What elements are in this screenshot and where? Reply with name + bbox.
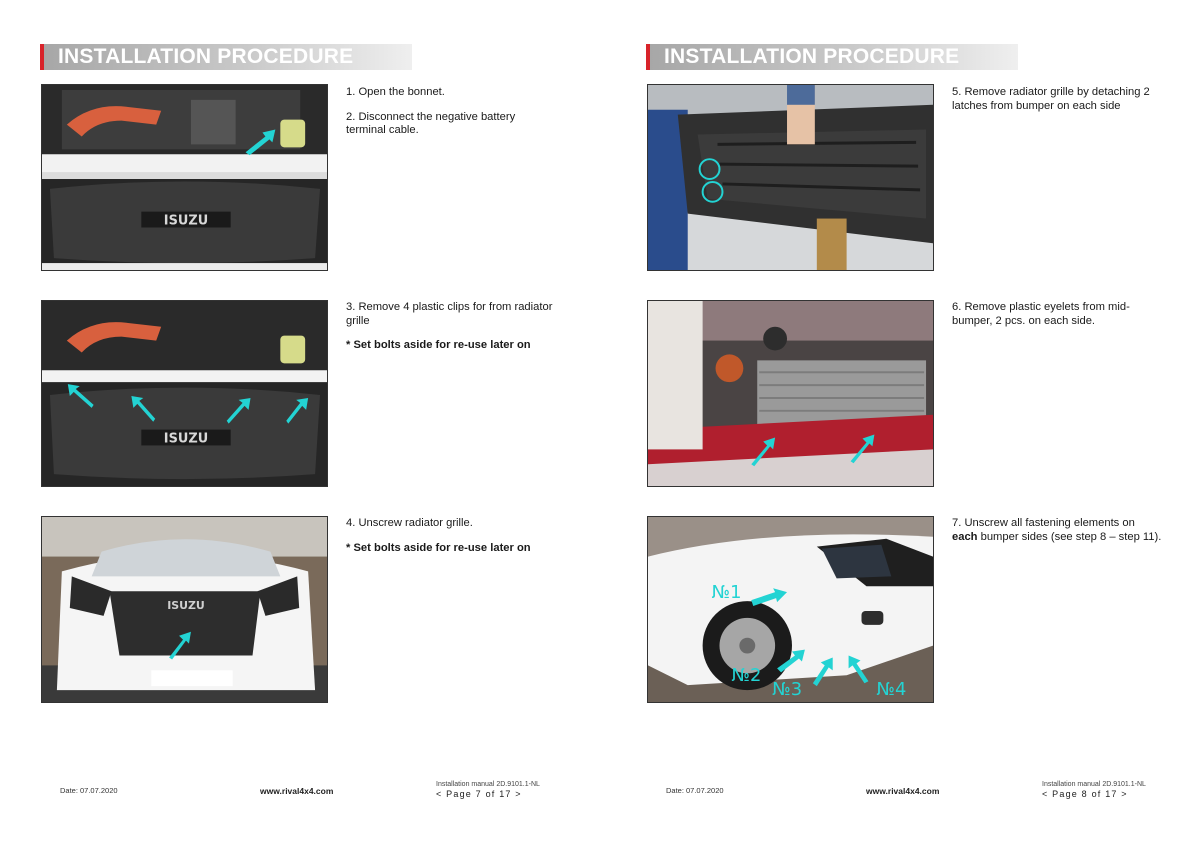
photo-plastic-eyelets: [647, 300, 934, 487]
photo-unscrew-grille: [41, 516, 328, 703]
isuzu-badge-text: ISUZU: [163, 431, 209, 447]
step-line: 5. Remove radiator grille by detaching 2 latches from bumper on each side: [952, 86, 1150, 112]
footer-website-link[interactable]: www.rival4x4.com: [260, 786, 334, 796]
step-4-text: [346, 517, 556, 566]
section-header: [646, 44, 1018, 70]
fastener-label: №2: [731, 665, 762, 687]
step-3-text: [346, 301, 556, 364]
step-text-part: 7. Unscrew all fastening elements on: [952, 517, 1135, 529]
step-text-part: bumper sides (see step 8 – step 11).: [977, 530, 1162, 543]
footer-page-number: < Page 8 of 17 >: [1042, 789, 1128, 799]
footer-page-number: < Page 7 of 17 >: [436, 789, 522, 799]
photo-open-bonnet: [41, 84, 328, 271]
step-note: * Set bolts aside for re-use later on: [346, 339, 531, 351]
step-line: 3. Remove 4 plastic clips for from radiator grille: [346, 301, 553, 327]
step-line: 1. Open the bonnet.: [346, 86, 445, 98]
step-text-emphasis: each: [952, 530, 978, 543]
footer-website-link[interactable]: www.rival4x4.com: [866, 786, 940, 796]
section-title: INSTALLATION PROCEDURE: [664, 45, 960, 68]
photo-plastic-clips: [41, 300, 328, 487]
isuzu-badge-text: ISUZU: [163, 213, 209, 229]
manual-page-8: [606, 0, 1200, 848]
footer-manual-id: Installation manual 2D.9101.1-NL: [436, 781, 540, 788]
step-line: 2. Disconnect the negative battery terminal cable.: [346, 110, 516, 136]
fastener-label: №3: [772, 679, 803, 701]
footer-date: Date: 07.07.2020: [666, 786, 724, 795]
isuzu-badge-text: ISUZU: [167, 599, 205, 612]
step-line: [952, 517, 1162, 544]
section-title: INSTALLATION PROCEDURE: [58, 45, 354, 68]
fastener-label: №4: [876, 679, 907, 701]
footer-date: Date: 07.07.2020: [60, 786, 118, 795]
step-7-text: [952, 517, 1162, 555]
step-1-2-text: [346, 86, 556, 149]
photo-bumper-fasteners: [647, 516, 934, 703]
step-6-text: [952, 301, 1162, 339]
section-header: [40, 44, 412, 70]
step-5-text: [952, 86, 1162, 124]
fastener-label: №1: [711, 582, 742, 604]
footer-manual-id: Installation manual 2D.9101.1-NL: [1042, 781, 1146, 788]
step-line: 4. Unscrew radiator grille.: [346, 517, 473, 529]
step-note: * Set bolts aside for re-use later on: [346, 541, 531, 554]
step-line: 6. Remove plastic eyelets from mid-bumper, 2 pcs. on each side.: [952, 301, 1130, 327]
photo-grille-removal: [647, 84, 934, 271]
